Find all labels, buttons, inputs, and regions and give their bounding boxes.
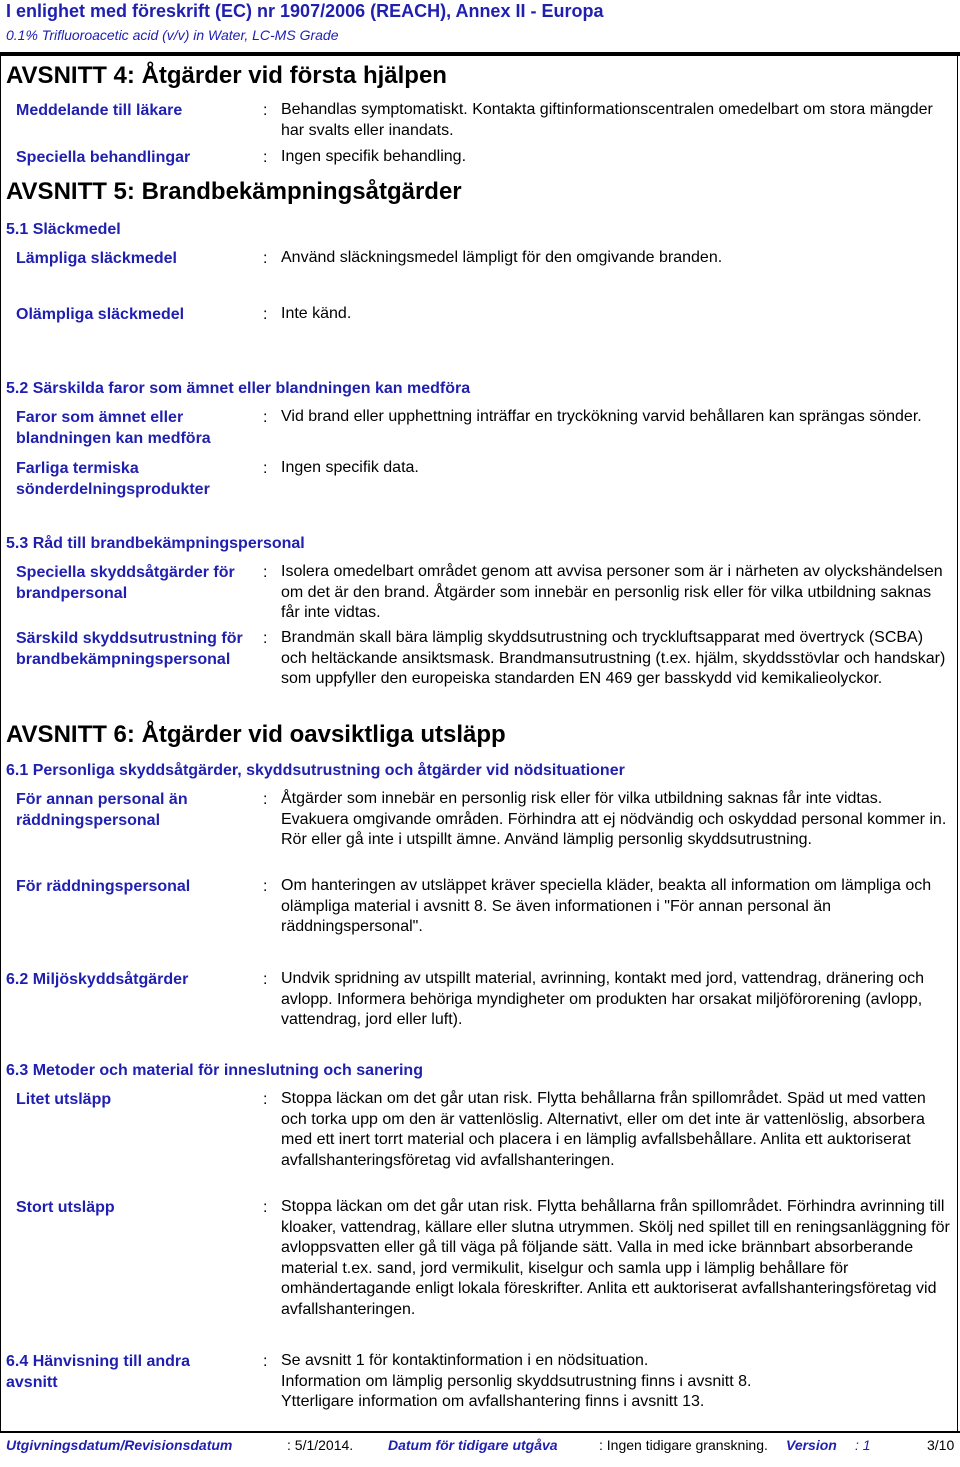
footer-version-value: : 1 bbox=[855, 1437, 871, 1453]
footer-page-number: 3/10 bbox=[927, 1437, 955, 1453]
colon: : bbox=[263, 409, 268, 426]
colon: : bbox=[263, 878, 268, 895]
value-suitable-extinguishing: Använd släckningsmedel lämpligt för den omgivande branden. bbox=[281, 249, 723, 266]
footer-issue-date-label: Utgivningsdatum/Revisionsdatum bbox=[6, 1437, 233, 1453]
colon: : bbox=[263, 1353, 268, 1370]
label-firefighter-equipment: Särskild skyddsutrustning för brandbekämpningspersonal bbox=[16, 630, 243, 668]
reference-line: Ytterligare information om avfallshantering finns i avsnitt 13. bbox=[281, 1393, 705, 1411]
subsection-5-1: 5.1 Släckmedel bbox=[6, 221, 121, 238]
reference-line: Se avsnitt 1 för kontaktinformation i en nödsituation. bbox=[281, 1352, 649, 1369]
colon: : bbox=[263, 1091, 268, 1108]
label-special-treatment: Speciella behandlingar bbox=[16, 149, 191, 166]
reference-line: Information om lämplig personlig skyddsutrustning finns i avsnitt 8. bbox=[281, 1372, 752, 1390]
footer-previous-date-value: : Ingen tidigare granskning. bbox=[599, 1437, 768, 1453]
colon: : bbox=[263, 460, 268, 477]
label-reference-other-sections: 6.4 Hänvisning till andra avsnitt bbox=[6, 1353, 191, 1391]
colon: : bbox=[263, 791, 268, 808]
label-hazardous-decomposition: Farliga termiska sönderdelningsprodukter bbox=[16, 460, 210, 498]
label-suitable-extinguishing: Lämpliga släckmedel bbox=[16, 250, 177, 267]
section-6-title: AVSNITT 6: Åtgärder vid oavsiktliga utsläpp bbox=[6, 721, 506, 748]
label-non-emergency-personnel: För annan personal än räddningspersonal bbox=[16, 791, 188, 829]
value-hazards-from-substance: Vid brand eller upphettning inträffar en tryckökning varvid behållaren kan sprängas sönder. bbox=[281, 408, 922, 425]
label-environmental-precautions: 6.2 Miljöskyddsåtgärder bbox=[6, 971, 189, 988]
value-large-spill: Stoppa läckan om det går utan risk. Flytta behållarna från spillområdet. Förhindra avrinning till kloaker, vattendrag, källare eller slutna utrymmen. Skölj ned spillet till en reningsanläggning för avloppsvatten eller gå till väga på följande sätt. Valla in med icke brännbart absorberande material t.ex. sand, jord vermikulit, kiselgur och samla upp i lämplig behållare för omhändertagande enligt lokala föreskrifter. Anlita ett auktoriserat avfallshanteringsföretag vid avfallshanteringen. bbox=[281, 1198, 950, 1318]
label-small-spill: Litet utsläpp bbox=[16, 1091, 112, 1108]
subsection-5-3: 5.3 Råd till brandbekämpningspersonal bbox=[6, 535, 305, 552]
label-protective-actions-firefighters: Speciella skyddsåtgärder för brandpersonal bbox=[16, 564, 235, 602]
colon: : bbox=[263, 630, 268, 647]
value-small-spill: Stoppa läckan om det går utan risk. Flytta behållarna från spillområdet. Späd ut med vatten och torka upp om den är vattenlöslig. Alternativt, eller om det inte är vattenlöslig, absorbera med ett inert torrt material och placera i en lämplig avfallsbehållare. Anlita ett auktoriserat avfallshanteringsföretag vid avfallshanteringen. bbox=[281, 1090, 926, 1169]
value-environmental-precautions: Undvik spridning av utspillt material, avrinning, kontakt med jord, vattendrag, dränering och avlopp. Informera behöriga myndigheter om produkten har orsakat miljöförorening (avlopp, vattendrag, jord eller luft). bbox=[281, 970, 924, 1029]
colon: : bbox=[263, 149, 268, 166]
value-firefighter-equipment: Brandmän skall bära lämplig skyddsutrustning och tryckluftsapparat med övertryck (SCBA) och heltäckande ansiktsmask. Brandmansutrustning (t.ex. hjälm, skyddsstövlar och handskar) som uppfyller den europeiska standarden EN 469 ger basskydd vid kemikalieolyckor. bbox=[281, 629, 946, 688]
footer-issue-date-value: : 5/1/2014. bbox=[287, 1437, 354, 1453]
document-header-title: I enlighet med föreskrift (EC) nr 1907/2006 (REACH), Annex II - Europa bbox=[6, 1, 604, 21]
value-emergency-responders: Om hanteringen av utsläppet kräver speciella kläder, beakta all information om lämpliga och olämpliga material i avsnitt 8. Se även informationen i "För annan personal än räddningspersonal". bbox=[281, 877, 932, 936]
label-large-spill: Stort utsläpp bbox=[16, 1199, 115, 1216]
label-hazards-from-substance: Faror som ämnet eller blandningen kan medföra bbox=[16, 409, 211, 447]
colon: : bbox=[263, 1199, 268, 1216]
subsection-6-1: 6.1 Personliga skyddsåtgärder, skyddsutrustning och åtgärder vid nödsituationer bbox=[6, 762, 625, 779]
value-message-to-doctor: Behandlas symptomatiskt. Kontakta giftinformationscentralen omedelbart om stora mängder har svalts eller inandats. bbox=[281, 101, 933, 139]
section-5-title: AVSNITT 5: Brandbekämpningsåtgärder bbox=[6, 178, 462, 205]
label-unsuitable-extinguishing: Olämpliga släckmedel bbox=[16, 306, 185, 323]
colon: : bbox=[263, 250, 268, 267]
footer-previous-date-label: Datum för tidigare utgåva bbox=[388, 1437, 558, 1453]
footer-divider bbox=[0, 1431, 960, 1433]
colon: : bbox=[263, 564, 268, 581]
label-message-to-doctor: Meddelande till läkare bbox=[16, 102, 183, 119]
value-protective-actions-firefighters: Isolera omedelbart området genom att avvisa personer som är i närheten av olyckshändelsen om det är den brand. Åtgärder som innebär en personlig risk eller för vilka utbildning saknas får inte vidtas. bbox=[281, 563, 943, 622]
value-hazardous-decomposition: Ingen specifik data. bbox=[281, 459, 419, 476]
value-special-treatment: Ingen specifik behandling. bbox=[281, 148, 467, 165]
value-non-emergency-personnel: Åtgärder som innebär en personlig risk eller för vilka utbildning saknas får inte vidtas. Evakuera omgivande områden. Förhindra att ej nödvändig och oskyddad personal kommer in. Rör eller gå inte i utspillt ämne. Använd lämplig personlig skyddsutrustning. bbox=[281, 790, 947, 849]
value-unsuitable-extinguishing: Inte känd. bbox=[281, 305, 352, 322]
footer-version-label: Version bbox=[786, 1437, 837, 1453]
colon: : bbox=[263, 971, 268, 988]
label-emergency-responders: För räddningspersonal bbox=[16, 878, 191, 895]
value-reference-other-sections bbox=[281, 1351, 951, 1413]
product-name: 0.1% Trifluoroacetic acid (v/v) in Water, LC-MS Grade bbox=[6, 27, 339, 43]
colon: : bbox=[263, 102, 268, 119]
section-4-title: AVSNITT 4: Åtgärder vid första hjälpen bbox=[6, 62, 447, 89]
subsection-6-3: 6.3 Metoder och material för inneslutning och sanering bbox=[6, 1062, 423, 1079]
subsection-5-2: 5.2 Särskilda faror som ämnet eller blandningen kan medföra bbox=[6, 380, 471, 397]
colon: : bbox=[263, 306, 268, 323]
